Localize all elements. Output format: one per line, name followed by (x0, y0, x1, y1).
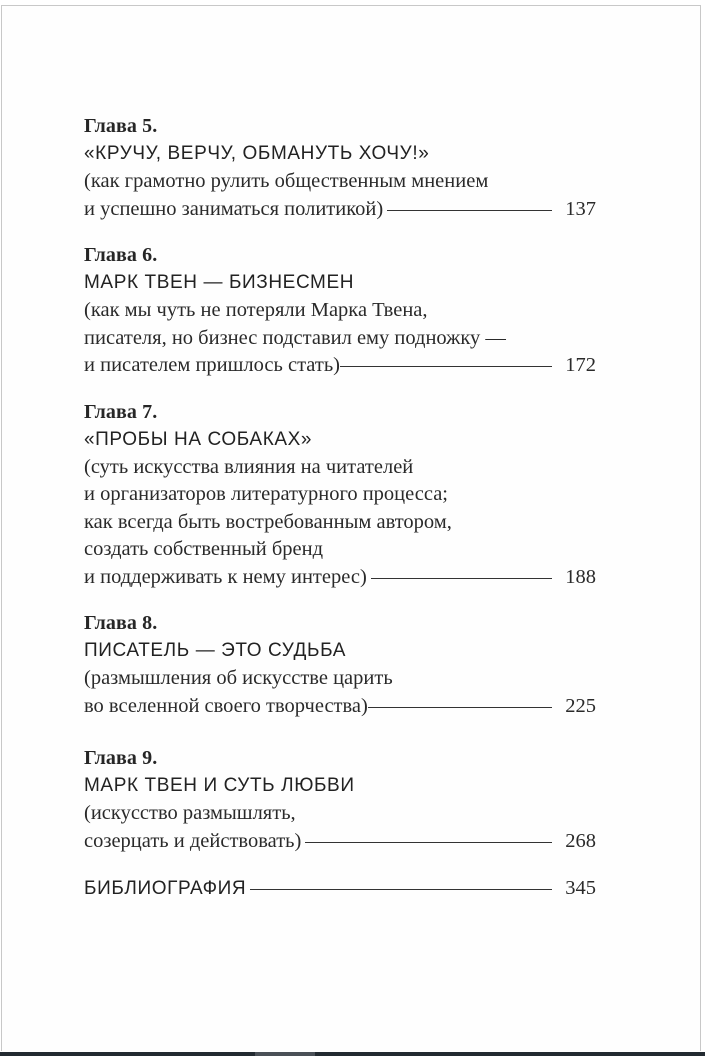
page-number: 172 (565, 354, 596, 376)
chapter-description-line: (как мы чуть не потеряли Марка Твена, (84, 299, 428, 321)
bibliography-title: БИБЛИОГРАФИЯ (84, 878, 247, 899)
chapter-description-line: писателя, но бизнес подставил ему подножку — (84, 326, 506, 349)
chapter-label: Глава 6. (84, 244, 158, 266)
leader-line (250, 889, 552, 890)
chapter-description-line: во вселенной своего творчества) (84, 694, 368, 717)
chapter-description-line: и писателем пришлось стать) (84, 354, 340, 376)
chapter-description-line: (размышления об искусстве царить (84, 667, 393, 689)
leader-line (368, 707, 552, 708)
chapter-label: Глава 7. (84, 400, 158, 423)
toc-entry-chapter-8 (84, 609, 596, 720)
scrollbar-thumb[interactable] (255, 1052, 315, 1056)
chapter-title: МАРК ТВЕН — БИЗНЕСМЕН (84, 272, 355, 293)
page-number: 345 (565, 877, 596, 899)
chapter-description-last-line (84, 693, 596, 721)
toc-entry-chapter-9 (84, 744, 596, 855)
toc-entry-chapter-5 (84, 112, 596, 223)
chapter-description-line: (суть искусства влияния на читателей (84, 455, 414, 478)
chapter-label: Глава 8. (84, 612, 158, 634)
leader-line (340, 366, 552, 367)
chapter-description-line: и поддерживать к нему интерес) (84, 565, 367, 588)
chapter-description-line: и организаторов литературного процесса; (84, 483, 449, 505)
leader-line (387, 210, 552, 211)
chapter-description-line: (как грамотно рулить общественным мнением (84, 170, 489, 192)
chapter-description-last-line (84, 196, 596, 224)
chapter-label: Глава 5. (84, 115, 158, 137)
chapter-title: «КРУЧУ, ВЕРЧУ, ОБМАНУТЬ ХОЧУ!» (84, 143, 430, 164)
chapter-description-last-line (84, 564, 596, 592)
page-number: 137 (565, 197, 596, 220)
toc-entry-chapter-7 (84, 398, 596, 592)
chapter-description-line: и успешно заниматься политикой) (84, 197, 384, 220)
chapter-description-last-line (84, 352, 596, 380)
chapter-title: «ПРОБЫ НА СОБАКАХ» (84, 428, 313, 450)
leader-line (305, 842, 552, 843)
page-number: 188 (565, 565, 596, 588)
page-number: 225 (565, 694, 596, 717)
table-of-contents (84, 112, 596, 903)
chapter-description-line: как всегда быть востребованным автором, (84, 510, 452, 533)
page-number: 268 (565, 829, 596, 852)
chapter-title: МАРК ТВЕН И СУТЬ ЛЮБВИ (84, 775, 355, 796)
chapter-description-line: (искусство размышлять, (84, 802, 296, 824)
chapter-description-line: создать собственный бренд (84, 538, 323, 560)
horizontal-scrollbar[interactable] (0, 1052, 705, 1056)
chapter-title: ПИСАТЕЛЬ — ЭТО СУДЬБА (84, 640, 347, 661)
chapter-description-line: созерцать и действовать) (84, 829, 302, 852)
leader-line (371, 578, 552, 579)
toc-entry-chapter-6 (84, 241, 596, 380)
chapter-description-last-line (84, 828, 596, 856)
toc-entry-bibliography (84, 875, 596, 903)
chapter-label: Глава 9. (84, 747, 158, 769)
